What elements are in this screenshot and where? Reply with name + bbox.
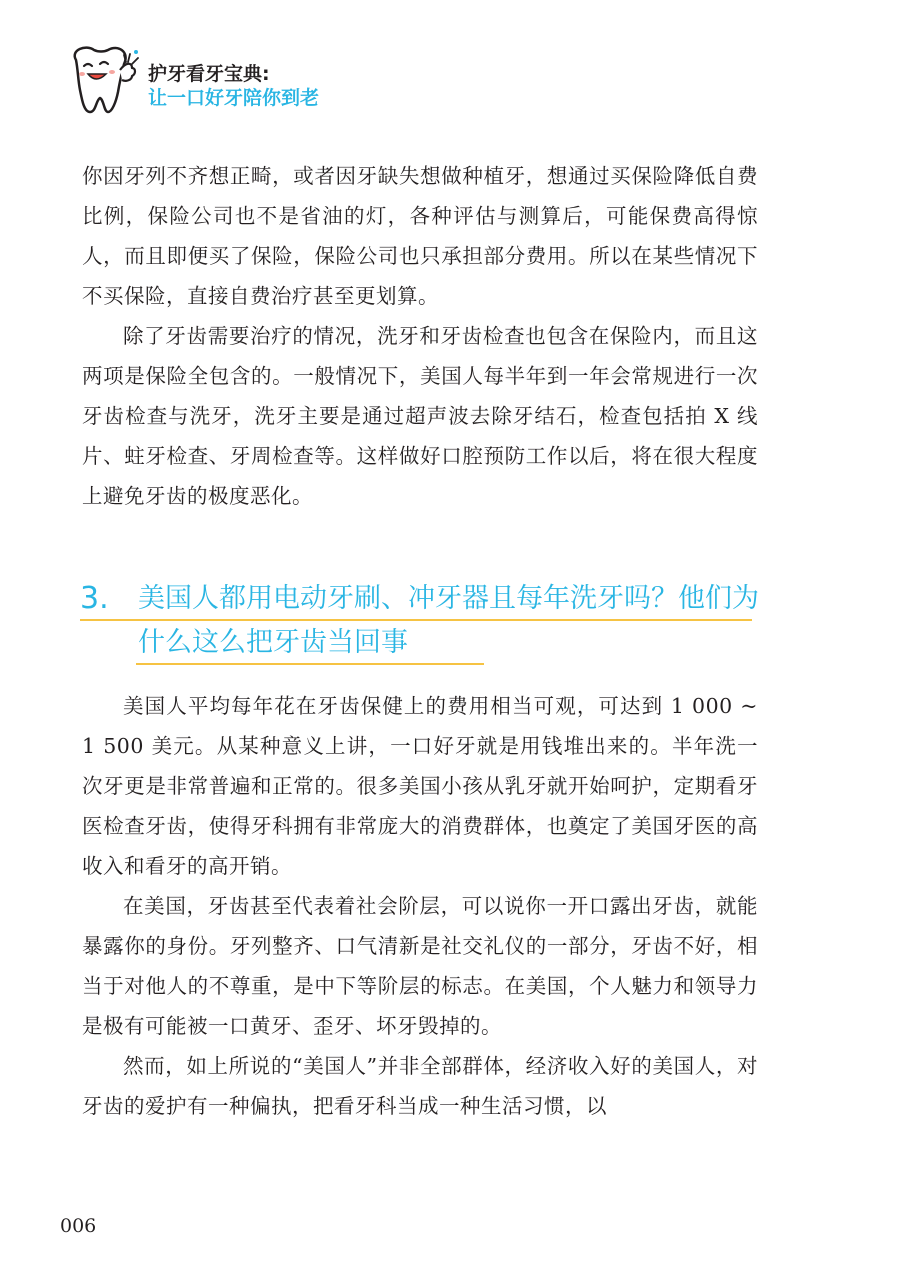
body-text-top bbox=[82, 156, 758, 516]
paragraph: 除了牙齿需要治疗的情况，洗牙和牙齿检查也包含在保险内，而且这两项是保险全包含的。一般情况下，美国人每半年到一年会常规进行一次牙齿检查与洗牙，洗牙主要是通过超声波去除牙结石，检查包括拍 X 线片、蛀牙检查、牙周检查等。这样做好口腔预防工作以后，将在很大程度上避免牙齿的极度恶化。 bbox=[82, 324, 758, 508]
page-header bbox=[62, 40, 462, 120]
heading-underline bbox=[80, 619, 752, 621]
book-title bbox=[148, 62, 319, 110]
heading-underline bbox=[136, 663, 484, 665]
paragraph: 然而，如上所说的“美国人”并非全部群体，经济收入好的美国人，对牙齿的爱护有一种偏执，把看牙科当成一种生活习惯，以 bbox=[82, 1054, 758, 1118]
body-text-bottom bbox=[82, 686, 758, 1126]
book-title-line1: 护牙看牙宝典: bbox=[148, 63, 270, 85]
paragraph: 在美国，牙齿甚至代表着社会阶层，可以说你一开口露出牙齿，就能暴露你的身份。牙列整齐、口气清新是社交礼仪的一部分，牙齿不好，相当于对他人的不尊重，是中下等阶层的标志。在美国，个人魅力和领导力是极有可能被一口黄牙、歪牙、坏牙毁掉的。 bbox=[82, 894, 758, 1038]
tooth-mascot-icon bbox=[62, 40, 142, 120]
book-title-line2: 让一口好牙陪你到老 bbox=[148, 87, 320, 109]
section-title: 美国人都用电动牙刷、冲牙器且每年洗牙吗？他们为什么这么把牙齿当回事 bbox=[138, 583, 759, 658]
paragraph: 你因牙列不齐想正畸，或者因牙缺失想做种植牙，想通过买保险降低自费比例，保险公司也不是省油的灯，各种评估与测算后，可能保费高得惊人，而且即便买了保险，保险公司也只承担部分费用。所以在某些情况下不买保险，直接自费治疗甚至更划算。 bbox=[82, 164, 758, 308]
section-heading bbox=[80, 577, 760, 667]
page-number: 006 bbox=[60, 1215, 97, 1237]
paragraph: 美国人平均每年花在牙齿保健上的费用相当可观，可达到 1 000 ~ 1 500 美元。从某种意义上讲，一口好牙就是用钱堆出来的。半年洗一次牙更是非常普遍和正常的。很多美国小孩从乳牙就开始呵护，定期看牙医检查牙齿，使得牙科拥有非常庞大的消费群体，也奠定了美国牙医的高收入和看牙的高开销。 bbox=[82, 694, 758, 878]
section-number: 3. bbox=[80, 581, 109, 616]
